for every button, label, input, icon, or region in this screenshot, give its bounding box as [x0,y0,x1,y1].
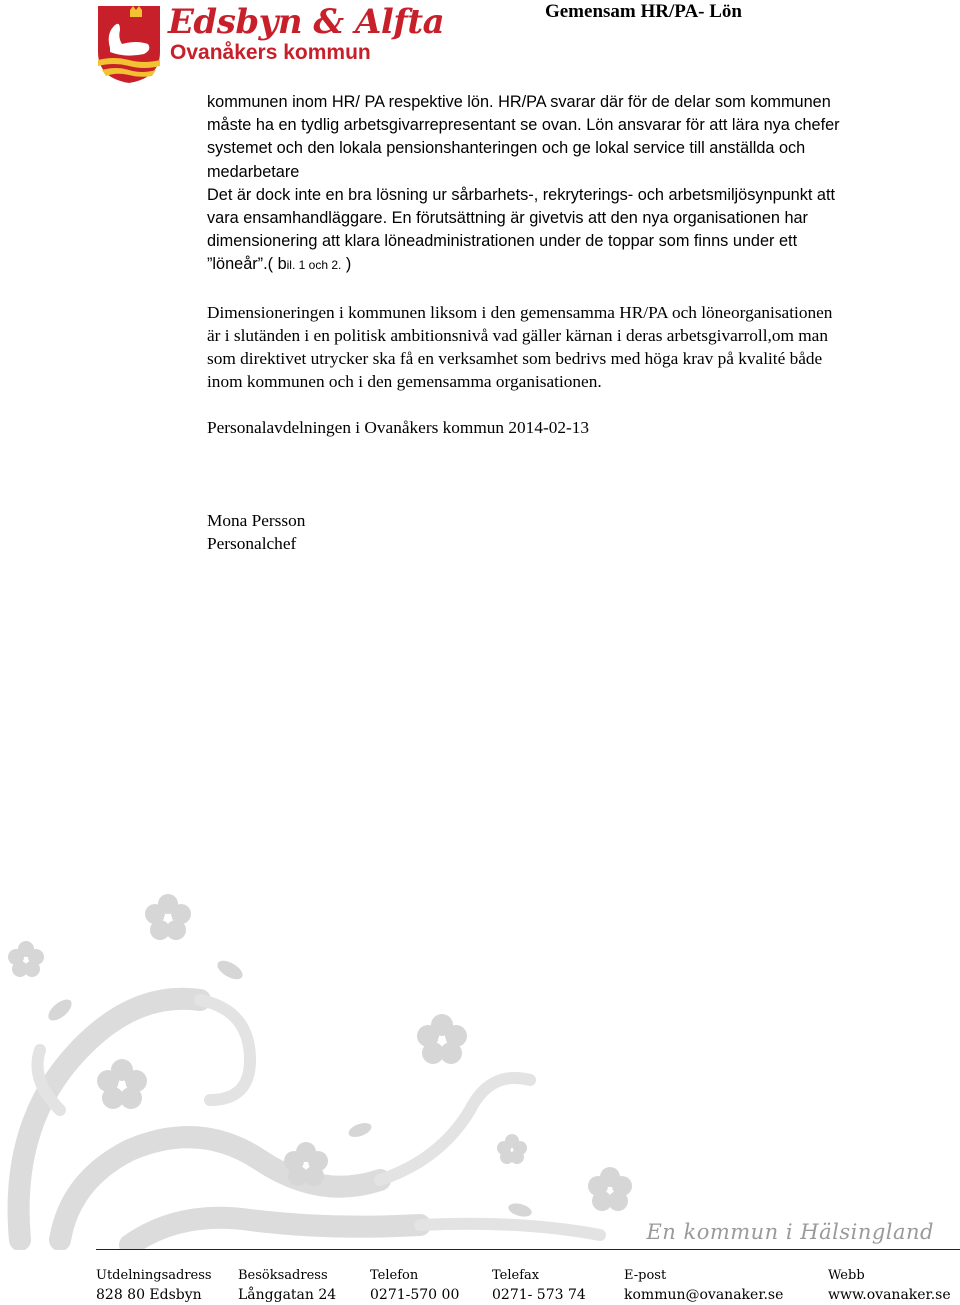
footer-divider [96,1249,960,1250]
department-date-line: Personalavdelningen i Ovanåkers kommun 2014-02-13 [207,418,590,438]
paragraph-line: Dimensioneringen i kommunen liksom i den gemensamma HR/PA och löneorganisationen [207,302,833,322]
body-fragment: En förutsättning är givetvis att den nya organisationen har [387,209,808,228]
footer-label: Telefax [492,1268,540,1283]
document-title: Gemensam HR/PA- Lön [544,1,742,22]
body-fragment: ) [341,255,352,274]
footer-label: E-post [624,1268,667,1283]
footer-value: 0271- 573 74 [492,1287,586,1303]
logo-subtitle: Ovanåkers kommun [170,41,371,64]
footer-postal [96,1267,212,1305]
footer-label: Besöksadress [238,1268,328,1283]
signature-title: Personalchef [207,533,297,553]
slogan: En kommun i Hälsingland [646,1220,934,1244]
footer-label: Utdelningsadress [96,1268,212,1283]
body-line: Det är dock inte en bra lösning ur sårbarhets-, rekryterings- och arbetsmiljösynpunkt att [207,185,836,204]
attachment-reference: il. 1 och 2. [286,258,342,273]
body-line [207,207,952,230]
body-fragment: vara ensamhandläggare. [207,209,388,228]
footer-fax [492,1267,586,1305]
footer-label: Telefon [370,1268,419,1283]
body-line: systemet och den lokala pensionshanteringen och ge lokal service till anställda och [207,139,806,158]
paragraph-line: är i slutänden i en politisk ambitionsnivå vad gäller kärnan i deras arbetsgivarroll,om man [207,325,828,345]
footer-value: 0271-570 00 [370,1287,460,1303]
body-fragment: ”löneår”.( b [207,255,287,274]
footer-value: Långgatan 24 [238,1287,337,1303]
paragraph-line: inom kommunen och i den gemensamma organisationen. [207,372,602,392]
footer-visit [238,1267,336,1305]
footer-value: 828 80 Edsbyn [96,1287,202,1303]
body-line: måste ha en tydlig arbetsgivarrepresentant se ovan. Lön ansvarar för att lära nya chefer [207,116,840,135]
footer-web-link[interactable]: www.ovanaker.se [828,1287,951,1303]
swan-shield-icon [96,4,162,84]
footer-phone [370,1267,459,1305]
body-line: kommunen inom HR/ PA respektive lön. HR/PA svarar där för de delar som kommunen [207,93,831,111]
municipality-logo [96,2,445,84]
signature-name: Mona Persson [207,510,306,530]
body-line: dimensionering att klara löneadministrationen under de toppar som finns under ett [207,232,798,251]
floral-ornament-icon [0,880,960,1250]
paragraph-line: som direktivet utrycker ska få en verksamhet som bedrivs med höga krav på kvalité både [207,349,823,369]
footer-email [624,1267,783,1305]
letter-body [207,91,952,555]
footer-label: Webb [828,1268,865,1283]
body-line: medarbetare [207,162,300,181]
footer-email-link[interactable]: kommun@ovanaker.se [624,1287,784,1303]
footer-web [828,1267,951,1305]
body-line [207,253,952,277]
logo-title: Edsbyn & Alfta [168,2,445,42]
